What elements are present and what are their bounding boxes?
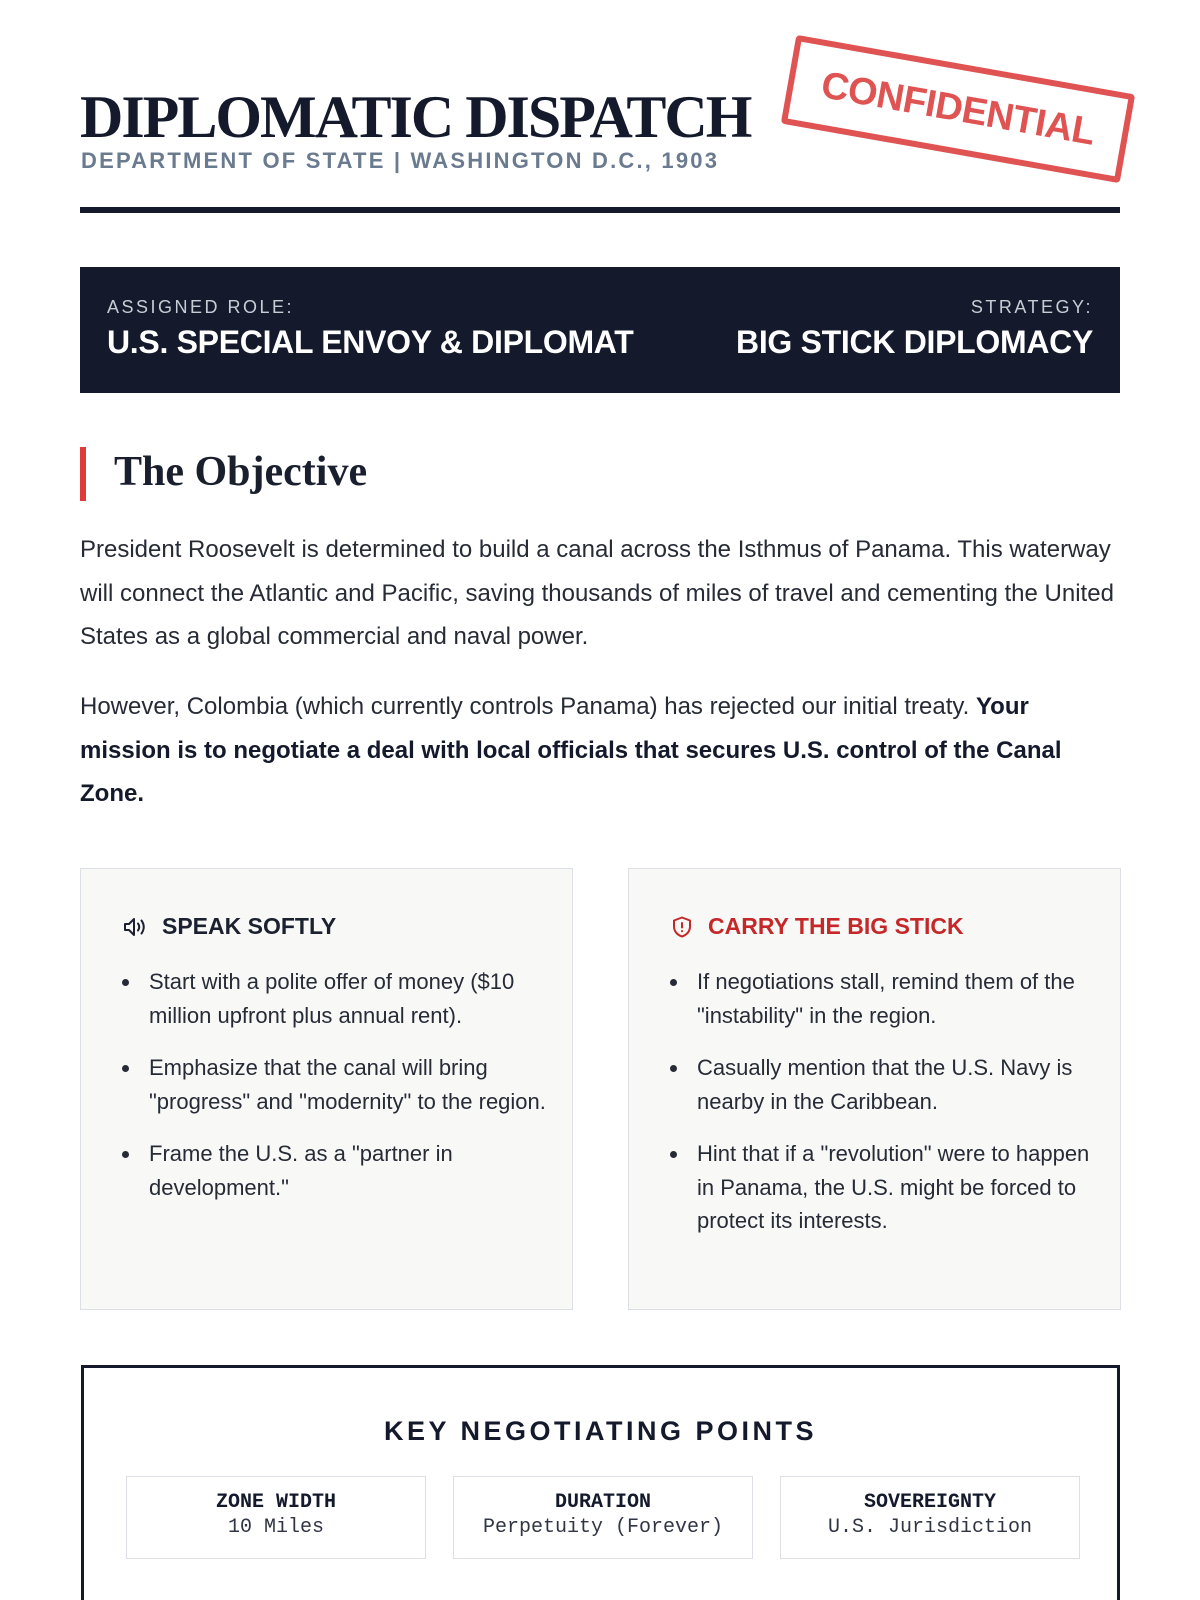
role-banner — [80, 267, 1120, 393]
key-point-value: 10 Miles — [227, 1516, 324, 1539]
shield-alert-icon — [670, 915, 694, 939]
big-stick-list — [697, 965, 1097, 1257]
key-points-title: KEY NEGOTIATING POINTS — [383, 1416, 818, 1446]
big-stick-title: CARRY THE BIG STICK — [708, 913, 964, 939]
objective-accent-bar — [80, 447, 86, 501]
list-item: Frame the U.S. as a "partner in development." — [149, 1137, 549, 1204]
list-item: Casually mention that the U.S. Navy is nearby in the Caribbean. — [697, 1051, 1097, 1118]
speaker-icon — [122, 915, 148, 939]
strategy-label: STRATEGY: — [970, 297, 1093, 317]
key-point-zone-width — [126, 1476, 426, 1559]
key-point-duration — [453, 1476, 753, 1559]
speak-softly-card — [80, 868, 573, 1310]
key-point-sovereignty — [780, 1476, 1080, 1559]
big-stick-heading — [670, 913, 964, 940]
list-item: Emphasize that the canal will bring "progress" and "modernity" to the region. — [149, 1051, 549, 1118]
role-value: U.S. SPECIAL ENVOY & DIPLOMAT — [107, 324, 634, 360]
list-item: If negotiations stall, remind them of the "instability" in the region. — [697, 965, 1097, 1032]
strategy-value: BIG STICK DIPLOMACY — [736, 324, 1093, 360]
speak-softly-heading — [122, 913, 336, 940]
key-points-box — [81, 1365, 1120, 1600]
objective-heading: The Objective — [114, 449, 368, 495]
key-point-label: ZONE WIDTH — [215, 1491, 337, 1514]
list-item: Hint that if a "revolution" were to happen in Panama, the U.S. might be forced to protect its interests. — [697, 1137, 1097, 1238]
page-title: DIPLOMATIC DISPATCH — [80, 84, 751, 150]
objective-paragraph-2 — [80, 685, 1125, 816]
mission-statement: Your mission is to negotiate a deal with local officials that secures U.S. control of the Canal Zone. — [80, 693, 1062, 807]
objective-paragraph-1: President Roosevelt is determined to build a canal across the Isthmus of Panama. This waterway will connect the Atlantic and Pacific, saving thousands of miles of travel and cementing the United States as a global commercial and naval power. — [80, 536, 1114, 650]
list-item: Start with a polite offer of money ($10 million upfront plus annual rent). — [149, 965, 549, 1032]
key-point-value: Perpetuity (Forever) — [482, 1516, 724, 1539]
page-subtitle: DEPARTMENT OF STATE | WASHINGTON D.C., 1903 — [81, 148, 720, 173]
speak-softly-list — [149, 965, 549, 1223]
key-point-value: U.S. Jurisdiction — [827, 1516, 1033, 1539]
header-divider — [80, 207, 1120, 213]
confidential-stamp: CONFIDENTIAL — [781, 35, 1135, 183]
key-point-label: DURATION — [554, 1491, 651, 1514]
role-label: ASSIGNED ROLE: — [107, 297, 295, 317]
big-stick-card — [628, 868, 1121, 1310]
objective-paragraph-2-text: However, Colombia (which currently controls Panama) has rejected our initial treaty. — [80, 693, 976, 720]
speak-softly-title: SPEAK SOFTLY — [162, 913, 337, 939]
key-point-label: SOVEREIGNTY — [863, 1491, 997, 1514]
